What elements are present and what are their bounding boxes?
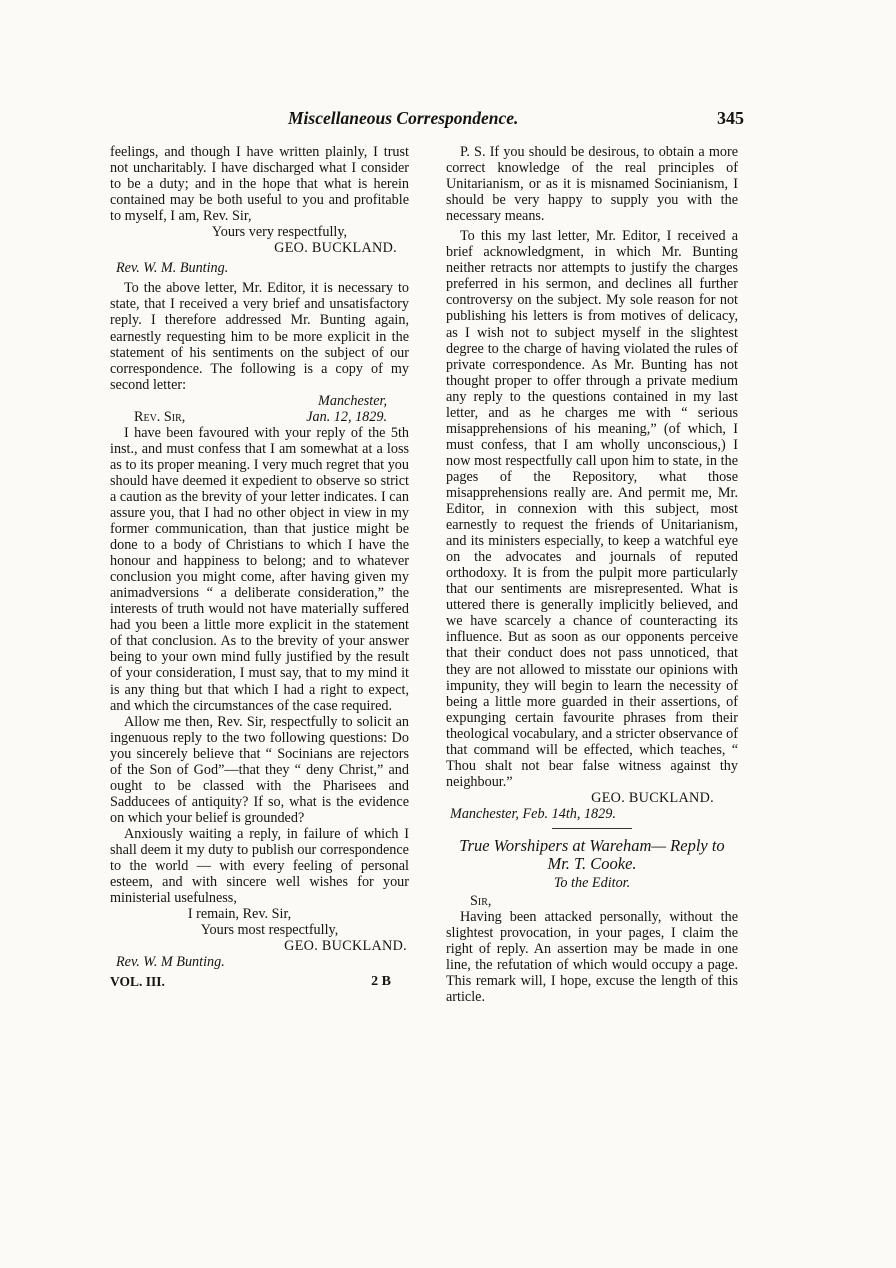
letter-date: Jan. 12, 1829. (306, 408, 387, 425)
left-paragraph-1: feelings, and though I have written plainly, I trust not uncharitably. I have discharged what I consider to be a duty; and in the hope that what is herein contained may be both useful to you and profitable to myself, I am, Rev. Sir, (110, 144, 409, 225)
left-paragraph-5: Anxiously waiting a reply, in failure of which I shall deem it my duty to publish our correspondence to the world — with every feeling of personal esteem, and with sincere well wishes for your ministerial usefulness, (110, 825, 409, 907)
signature-1: GEO. BUCKLAND. (274, 240, 397, 257)
closing-2b: Yours most respectfully, (200, 922, 339, 939)
page-number: 345 (717, 108, 744, 128)
page-footer (110, 974, 409, 992)
signature-3: GEO. BUCKLAND. (591, 789, 714, 806)
right-column (446, 144, 738, 1005)
salutation-sir: Sir, (470, 893, 492, 910)
salutation-line (110, 409, 409, 425)
letter-place: Manchester, (318, 392, 387, 409)
postscript: P. S. If you should be desirous, to obtain a more correct knowledge of the real principles of Unitarianism, or as it is misnamed Socinianism, I should be very happy to supply you with the necessary means. (446, 144, 738, 225)
volume-label: VOL. III. (110, 974, 165, 990)
left-paragraph-2: To the above letter, Mr. Editor, it is necessary to state, that I received a very brief and unsatisfactory reply. I therefore addressed Mr. Bunting again, earnestly requesting him to be more explicit in the statement of his sentiments on the subject of our correspondence. The following is a copy of my second letter: (110, 280, 409, 393)
to-editor: To the Editor. (553, 874, 631, 891)
left-column (110, 144, 409, 992)
running-head (110, 108, 744, 132)
right-paragraph-3: Having been attacked personally, without the slightest provocation, in your pages, I claim the right of reply. An assertion may be made in one line, the refutation of which would occupy a page. This remark will, I hope, excuse the length of this article. (446, 909, 738, 1006)
signature-mark: 2 B (371, 974, 391, 990)
addressee-1: Rev. W. M. Bunting. (116, 260, 229, 277)
addressee-2: Rev. W. M Bunting. (116, 954, 225, 971)
running-title: Miscellaneous Correspondence. (288, 108, 519, 128)
right-paragraph-2: To this my last letter, Mr. Editor, I received a brief acknowledgment, in which Mr. Bunting neither retracts nor attempts to justify the charges preferred in his sermon, and declines all further controversy on the subject. My sole reason for not publishing his letters is from motives of delicacy, as I wish not to subject myself in the slightest degree to the charge of having violated the rules of private correspondence. As Mr. Bunting has not thought proper to offer through a private medium any reply to the questions contained in my last letter, and as he charges me with “ serious misapprehensions of his meaning,” (of which, I must confess, that I am wholly unconscious,) I now most respectfully call upon him to state, in the pages of the Repository, what those misapprehensions really are. And permit me, Mr. Editor, in connexion with this subject, most earnestly to request the friends of Unitarianism, and its ministers especially, to keep a watchful eye on the advocates and journals of reputed orthodoxy. It is from the pulpit more particularly that our sentiments are misrepresented. What is uttered there is generally implicitly believed, and we have scarcely a chance of counteracting its influence. But as soon as our opponents perceive that their conduct does not pass unnoticed, that they are not allowed to misstate our opinions with impunity, they will begin to learn the necessity of being a little more guarded in their assertions, of expunging certain favourite phrases from their theological vocabulary, and a stricter observance of that command will be effected, which teaches, “ Thou shalt not bear false witness against thy neighbour.” (446, 228, 738, 790)
article-heading: True Worshipers at Wareham— Reply to Mr. T. Cooke. (459, 835, 725, 873)
left-paragraph-3: I have been favoured with your reply of the 5th inst., and must confess that I am somewhat at a loss as to its proper meaning. I very much regret that you should have deemed it expedient to observe so strict a caution as the brevity of your letter indicates. I can assure you, that I had no other object in view in my former communication, than that justice might be done to a body of Christians to which I have the honour and happiness to belong; and to whatever conclusion you might come, after having given my animadversions “ a deliberate consideration,” the interests of truth would not have materially suffered had you been a little more explicit in the statement of that conclusion. As to the brevity of your answer being to your own mind fully justified by the result of your consideration, I must say, that to my mind it is any thing but that which I had a right to expect, and which the circumstances of the case required. (110, 424, 409, 714)
signature-2: GEO. BUCKLAND. (284, 938, 407, 955)
section-divider (552, 828, 632, 829)
salutation: Rev. Sir, (134, 408, 186, 425)
closing-1: Yours very respectfully, (211, 224, 348, 241)
closing-2a: I remain, Rev. Sir, (187, 906, 292, 923)
left-paragraph-4: Allow me then, Rev. Sir, respectfully to solicit an ingenuous reply to the two following questions: Do you sincerely believe that “ Socinians are rejectors of the Son of God”—that they “ deny Christ,” and ought to be classed with the Pharisees and Sadducees of antiquity? If so, what is the evidence on which your belief is grounded? (110, 713, 409, 826)
place-date: Manchester, Feb. 14th, 1829. (450, 805, 616, 822)
